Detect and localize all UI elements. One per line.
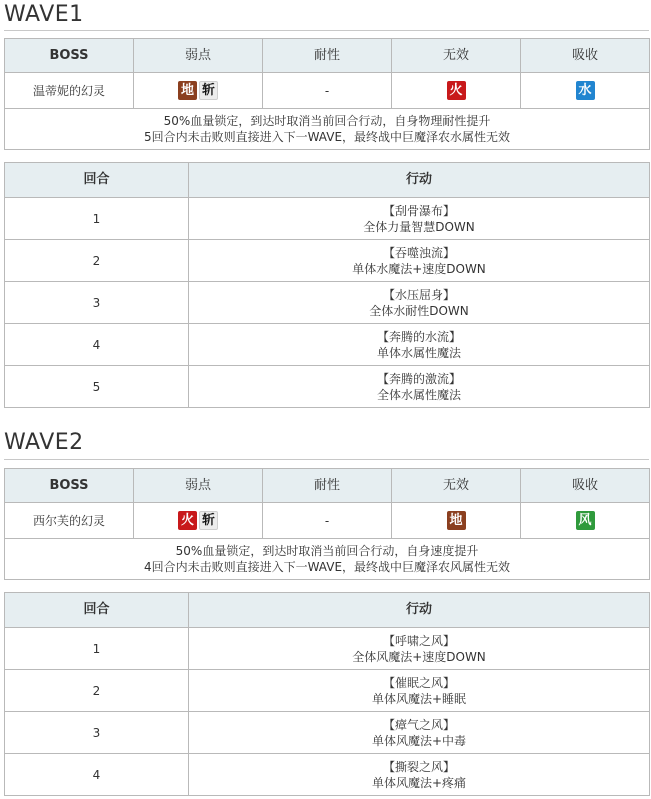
boss-name: 西尔芙的幻灵 bbox=[5, 503, 134, 539]
slash-element-icon: 斩 bbox=[199, 81, 218, 100]
header-resist: 耐性 bbox=[263, 39, 392, 73]
round-number: 4 bbox=[5, 324, 189, 366]
header-boss: BOSS bbox=[5, 39, 134, 73]
table-row bbox=[5, 670, 650, 712]
skill-name: 【吞噬浊流】 bbox=[382, 245, 455, 260]
resist-cell: - bbox=[263, 73, 392, 109]
round-number: 3 bbox=[5, 282, 189, 324]
action-table-header-row bbox=[5, 593, 650, 628]
action-table bbox=[4, 592, 650, 796]
header-round: 回合 bbox=[5, 593, 189, 628]
header-nullify: 无效 bbox=[392, 469, 521, 503]
skill-name: 【瘴气之风】 bbox=[382, 717, 455, 732]
header-weak: 弱点 bbox=[134, 39, 263, 73]
wave-title: WAVE1 bbox=[4, 2, 84, 27]
action-cell bbox=[189, 670, 650, 712]
weak-cell bbox=[134, 503, 263, 539]
table-row bbox=[5, 324, 650, 366]
absorb-cell bbox=[521, 503, 650, 539]
skill-name: 【撕裂之风】 bbox=[382, 759, 455, 774]
action-table-header-row bbox=[5, 163, 650, 198]
round-number: 1 bbox=[5, 198, 189, 240]
note-line: 5回合内未击败则直接进入下一WAVE，最终战中巨魔泽农水属性无效 bbox=[143, 130, 511, 144]
boss-note-row bbox=[5, 109, 650, 150]
wave-title-divider bbox=[4, 459, 649, 460]
skill-effect: 单体风魔法+中毒 bbox=[371, 733, 467, 748]
skill-effect: 全体水属性魔法 bbox=[376, 387, 461, 402]
header-boss: BOSS bbox=[5, 469, 134, 503]
skill-effect: 全体风魔法+速度DOWN bbox=[352, 649, 486, 664]
action-cell bbox=[189, 198, 650, 240]
wave-title: WAVE2 bbox=[4, 430, 84, 455]
skill-effect: 单体水属性魔法 bbox=[376, 345, 461, 360]
round-number: 5 bbox=[5, 366, 189, 408]
skill-name: 【奔腾的水流】 bbox=[376, 329, 461, 344]
earth-element-icon: 地 bbox=[178, 81, 197, 100]
action-cell bbox=[189, 628, 650, 670]
boss-table-header-row bbox=[5, 469, 650, 503]
action-cell bbox=[189, 324, 650, 366]
skill-name: 【呼啸之风】 bbox=[382, 633, 455, 648]
table-row bbox=[5, 240, 650, 282]
header-weak: 弱点 bbox=[134, 469, 263, 503]
skill-name: 【奔腾的激流】 bbox=[376, 371, 461, 386]
round-number: 4 bbox=[5, 754, 189, 796]
absorb-cell bbox=[521, 73, 650, 109]
note-line: 4回合内未击败则直接进入下一WAVE，最终战中巨魔泽农风属性无效 bbox=[143, 560, 511, 574]
action-cell bbox=[189, 366, 650, 408]
round-number: 2 bbox=[5, 670, 189, 712]
skill-name: 【催眠之风】 bbox=[382, 675, 455, 690]
skill-effect: 全体水耐性DOWN bbox=[369, 303, 469, 318]
slash-element-icon: 斩 bbox=[199, 511, 218, 530]
header-resist: 耐性 bbox=[263, 469, 392, 503]
round-number: 1 bbox=[5, 628, 189, 670]
action-cell bbox=[189, 712, 650, 754]
action-cell bbox=[189, 240, 650, 282]
header-absorb: 吸收 bbox=[521, 39, 650, 73]
boss-note bbox=[5, 539, 650, 580]
table-row bbox=[5, 754, 650, 796]
boss-name: 温蒂妮的幻灵 bbox=[5, 73, 134, 109]
boss-table bbox=[4, 468, 650, 580]
header-absorb: 吸收 bbox=[521, 469, 650, 503]
action-cell bbox=[189, 282, 650, 324]
table-row bbox=[5, 198, 650, 240]
skill-effect: 全体力量智慧DOWN bbox=[363, 219, 475, 234]
boss-table bbox=[4, 38, 650, 150]
nullify-cell bbox=[392, 73, 521, 109]
boss-table-header-row bbox=[5, 39, 650, 73]
action-cell bbox=[189, 754, 650, 796]
nullify-cell bbox=[392, 503, 521, 539]
weak-cell bbox=[134, 73, 263, 109]
note-line: 50%血量锁定，到达时取消当前回合行动，自身物理耐性提升 bbox=[163, 114, 491, 128]
resist-cell: - bbox=[263, 503, 392, 539]
header-round: 回合 bbox=[5, 163, 189, 198]
action-table bbox=[4, 162, 650, 408]
round-number: 2 bbox=[5, 240, 189, 282]
water-element-icon: 水 bbox=[576, 81, 595, 100]
table-row bbox=[5, 712, 650, 754]
skill-name: 【水压屈身】 bbox=[382, 287, 455, 302]
boss-row bbox=[5, 503, 650, 539]
wind-element-icon: 风 bbox=[576, 511, 595, 530]
wave-title-divider bbox=[4, 30, 649, 31]
earth-element-icon: 地 bbox=[447, 511, 466, 530]
skill-name: 【刮骨瀑布】 bbox=[382, 203, 455, 218]
boss-note bbox=[5, 109, 650, 150]
header-action: 行动 bbox=[189, 163, 650, 198]
round-number: 3 bbox=[5, 712, 189, 754]
note-line: 50%血量锁定，到达时取消当前回合行动，自身速度提升 bbox=[175, 544, 479, 558]
skill-effect: 单体水魔法+速度DOWN bbox=[352, 261, 486, 276]
boss-row bbox=[5, 73, 650, 109]
fire-element-icon: 火 bbox=[178, 511, 197, 530]
boss-note-row bbox=[5, 539, 650, 580]
table-row bbox=[5, 628, 650, 670]
skill-effect: 单体风魔法+疼痛 bbox=[371, 775, 467, 790]
header-action: 行动 bbox=[189, 593, 650, 628]
table-row bbox=[5, 282, 650, 324]
table-row bbox=[5, 366, 650, 408]
fire-element-icon: 火 bbox=[447, 81, 466, 100]
skill-effect: 单体风魔法+睡眠 bbox=[371, 691, 467, 706]
header-nullify: 无效 bbox=[392, 39, 521, 73]
